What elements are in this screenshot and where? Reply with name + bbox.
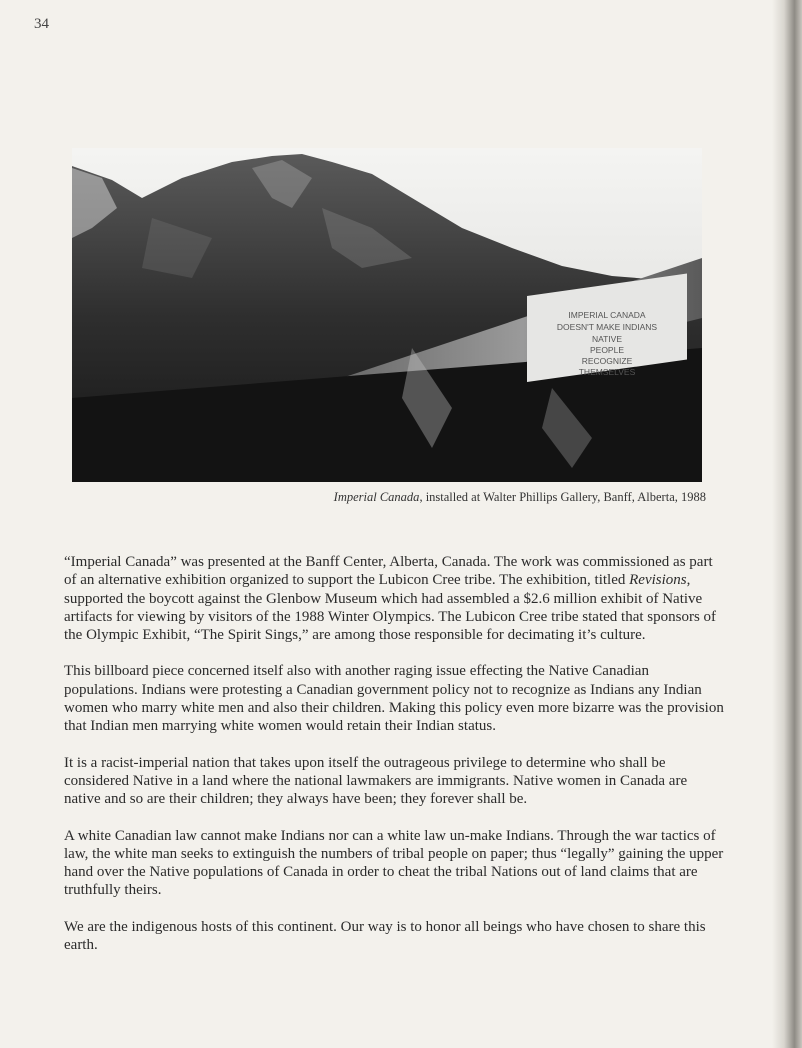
billboard-text-line-3: NATIVE bbox=[591, 334, 623, 344]
caption-title: Imperial Canada bbox=[333, 490, 420, 504]
billboard-text-line-5: RECOGNIZE bbox=[581, 356, 633, 366]
exhibition-title: Revisions bbox=[629, 572, 687, 589]
paragraph-1 bbox=[64, 553, 726, 644]
billboard-photograph bbox=[72, 148, 702, 482]
body-text bbox=[64, 553, 726, 972]
paragraph-1-end: , supported the boycott against the Glenbow Museum which had assembled a $2.6 million exhibit of Native artifacts for viewing by visitors of the 1988 Winter Olympics. The Lubicon Cree tribe stated that sponsors of the Olympic Exhibit, “The Spirit Sings,” are among those responsible for decimating it’s culture. bbox=[64, 572, 717, 644]
billboard-text-line-4: PEOPLE bbox=[589, 345, 625, 355]
paragraph-3: It is a racist-imperial nation that takes upon itself the outrageous privilege to determine who shall be considered Native in a land where the national lawmakers are immigrants. Native women in Canada are native and so are their children; they always have been; they forever shall be. bbox=[64, 754, 688, 808]
paragraph-2: This billboard piece concerned itself also with another raging issue effecting the Native Canadian populations. Indians were protesting a Canadian government policy not to recognize as Indians any Indian women who marry white men and also their children. Making this policy even more bizarre was the provision that Indian men marrying white women would retain their Indian status. bbox=[64, 663, 724, 735]
paragraph-5: We are the indigenous hosts of this continent. Our way is to honor all beings who have chosen to share this earth. bbox=[64, 918, 706, 954]
billboard-text-line-1: IMPERIAL CANADA bbox=[568, 310, 646, 320]
page-gutter-edge bbox=[772, 0, 802, 1048]
paragraph-4: A white Canadian law cannot make Indians nor can a white law un-make Indians. Through the war tactics of law, the white man seeks to extinguish the numbers of tribal people on paper; thus “legally” gaining the upper hand over the Native populations of Canada in order to cheat the tribal Nations out of land claims that are truthfully theirs. bbox=[64, 827, 724, 899]
paragraph-1-start: “Imperial Canada” was presented at the Banff Center, Alberta, Canada. The work was commissioned as part of an alternative exhibition organized to support the Lubicon Cree tribe. The exhibition, titled bbox=[64, 554, 713, 589]
billboard-text-line-2: DOESN'T MAKE INDIANS bbox=[556, 322, 658, 332]
caption-details: , installed at Walter Phillips Gallery, Banff, Alberta, 1988 bbox=[419, 490, 706, 504]
mountain-billboard-image bbox=[72, 148, 702, 482]
page-number: 34 bbox=[34, 16, 49, 32]
billboard-text-line-6: THEMSELVES bbox=[578, 367, 636, 377]
photo-caption bbox=[300, 490, 706, 505]
